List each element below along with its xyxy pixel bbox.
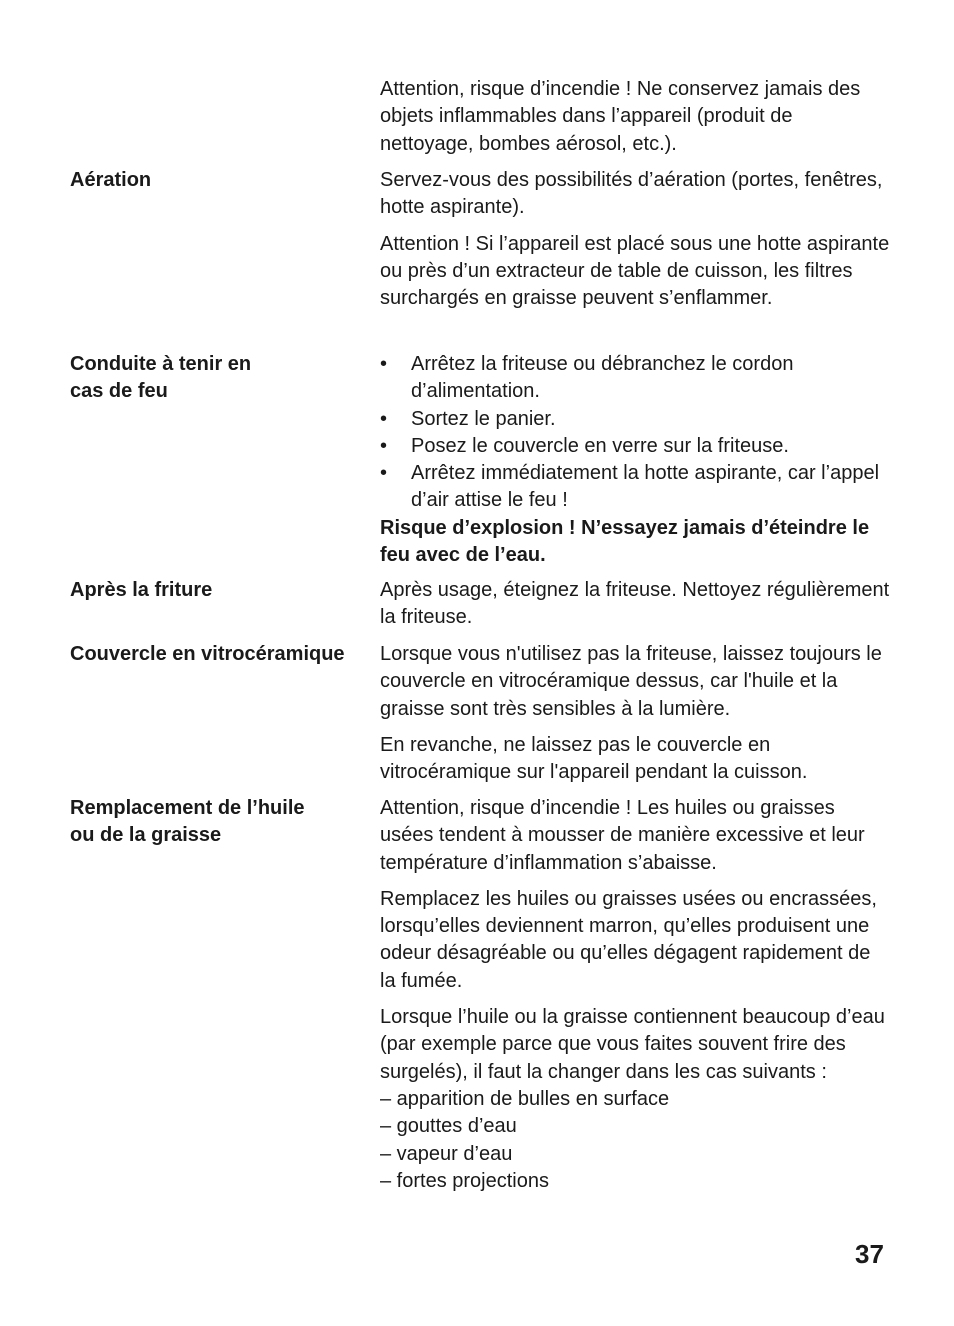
list-item: [380, 433, 890, 460]
section-label-feu-line-2: cas de feu: [70, 380, 168, 403]
list-item: [380, 351, 890, 406]
remplacement-paragraph-2: Remplacez les huiles ou graisses usées ou encrassées, lorsqu’elles deviennent marron, qu’elles produisent une odeur désagréable ou qu’elles dégagent rapidement de la fumée.: [380, 887, 877, 992]
section-body-remplacement: [380, 795, 890, 1195]
section-label-couvercle: Couvercle en vitrocéramique: [70, 643, 345, 665]
couvercle-paragraph-1: Lorsque vous n'utilisez pas la friteuse, laissez toujours le couvercle en vitrocéramique dessus, car l'huile et la graisse sont très sensibles à la lumière.: [380, 643, 882, 720]
list-item-text: Arrêtez la friteuse ou débranchez le cordon d’alimentation.: [411, 353, 794, 403]
bullet-icon: •: [380, 462, 388, 485]
section-label-remplacement: [70, 795, 370, 850]
list-item: – gouttes d’eau: [380, 1115, 517, 1138]
section-label-aeration: Aération: [70, 169, 152, 191]
list-item: – vapeur d’eau: [380, 1142, 513, 1165]
bullet-icon: •: [380, 407, 388, 430]
remplacement-paragraph-3: Lorsque l’huile ou la graisse contiennent beaucoup d’eau (par exemple parce que vous faites souvent frire des surgelés), il faut la changer dans les cas suivants :: [380, 1006, 885, 1083]
page-number: 37: [855, 1239, 884, 1269]
list-item: [380, 406, 890, 433]
list-item: – fortes projections: [380, 1169, 549, 1192]
section-label-remplacement-line-2: ou de la graisse: [70, 824, 222, 847]
aeration-paragraph-1: Servez-vous des possibilités d’aération (portes, fenêtres, hotte aspirante).: [380, 169, 883, 219]
section-body-aeration: [380, 167, 890, 312]
remplacement-paragraph-1: Attention, risque d’incendie ! Les huiles ou graisses usées tendent à mousser de manière excessive et leur température d’inflammation s’abaisse.: [380, 797, 865, 874]
section-label-remplacement-line-1: Remplacement de l’huile: [70, 797, 305, 819]
couvercle-paragraph-2: En revanche, ne laissez pas le couvercle en vitrocéramique sur l'appareil pendant la cuisson.: [380, 733, 808, 784]
section-body-couvercle: [380, 641, 890, 786]
list-item-text: Arrêtez immédiatement la hotte aspirante, car l’appel d’air attise le feu !: [411, 462, 880, 512]
section-label-apres: Après la friture: [70, 579, 213, 601]
list-item-text: Posez le couvercle en verre sur la friteuse.: [411, 434, 789, 457]
list-item-text: Sortez le panier.: [411, 407, 556, 430]
bullet-icon: •: [380, 434, 388, 457]
apres-paragraph-1: Après usage, éteignez la friteuse. Nettoyez régulièrement la friteuse.: [380, 579, 890, 629]
section-label-feu-line-1: Conduite à tenir en: [70, 353, 252, 375]
section-body-feu: [380, 351, 890, 569]
list-item: – apparition de bulles en surface: [380, 1087, 670, 1110]
list-item: [380, 460, 890, 515]
feu-bullet-list: [380, 351, 890, 515]
explosion-warning: Risque d’explosion ! N’essayez jamais d’éteindre le feu avec de l’eau.: [380, 516, 870, 567]
intro-warning-text: Attention, risque d’incendie ! Ne conservez jamais des objets inflammables dans l’appareil (produit de nettoyage, bombes aérosol, etc.).: [380, 78, 861, 155]
section-body-apres: [380, 577, 890, 632]
aeration-paragraph-2: Attention ! Si l’appareil est placé sous une hotte aspirante ou près d’un extracteur de table de cuisson, les filtres surchargés en graisse peuvent s’enflammer.: [380, 232, 890, 310]
bullet-icon: •: [380, 353, 388, 375]
intro-body: [380, 76, 890, 158]
section-label-feu: [70, 351, 370, 406]
